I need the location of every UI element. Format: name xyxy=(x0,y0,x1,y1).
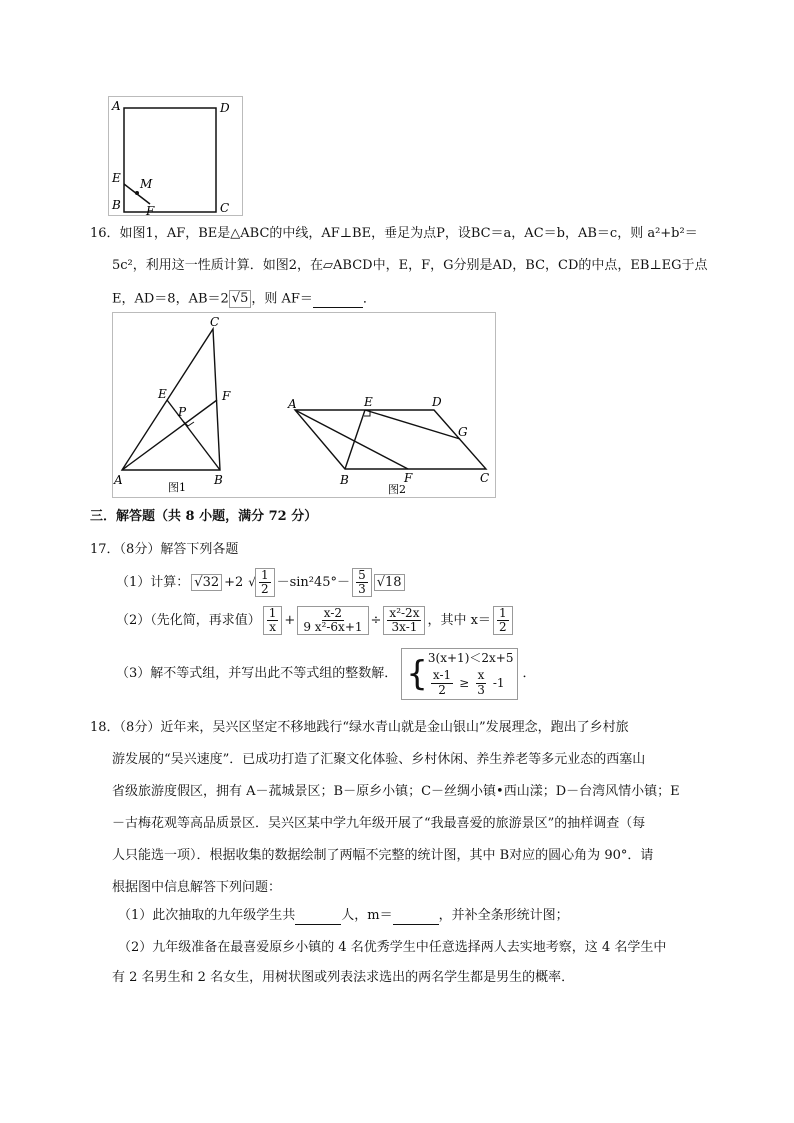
label-m: M xyxy=(140,177,153,191)
label-a: A xyxy=(112,99,121,113)
fig1-label-e: E xyxy=(158,387,167,401)
answer-blank xyxy=(313,291,363,308)
label-d: D xyxy=(220,101,230,115)
fig1-label-f: F xyxy=(222,389,231,403)
figure-2 xyxy=(287,395,489,496)
q17-heading: 17．（8分）解答下列各题 xyxy=(90,542,239,557)
figure-1 xyxy=(113,315,231,494)
section-heading: 三．解答题（共 8 小题，满分 72 分） xyxy=(90,509,318,524)
blank-student-count xyxy=(295,908,341,925)
triangle-parallelogram-figure xyxy=(112,312,496,498)
q18-line3: 省级旅游度假区，拥有 A－菰城景区；B－原乡小镇；C－丝绸小镇•西山漾；D－台湾风情小镇；E xyxy=(112,784,680,799)
q18-line1: 18．（8分）近年来，吴兴区坚定不移地践行“绿水青山就是金山银山”发展理念，跑出了乡村旅 xyxy=(90,720,629,735)
label-b: B xyxy=(112,198,121,212)
q18-part2-line2: 有 2 名男生和 2 名女生，用树状图或列表法求选出的两名学生都是男生的概率． xyxy=(112,970,575,985)
fig1-label-c: C xyxy=(210,315,220,329)
q16-line3: E，AD＝8，AB＝2 √5 ，则 AF＝ ． xyxy=(112,291,376,307)
fig1-label-p: P xyxy=(178,405,187,419)
fig2-caption: 图2 xyxy=(388,483,406,496)
fig2-label-f: F xyxy=(404,471,413,485)
fig2-label-e: E xyxy=(364,395,373,409)
q18-line5: 人只能选一项）．根据收集的数据绘制了两幅不完整的统计图，其中 B对应的圆心角为 90°．请 xyxy=(112,848,654,863)
square-figure xyxy=(108,96,243,216)
fig2-label-d: D xyxy=(432,395,442,409)
sqrt-5: √5 xyxy=(229,290,252,308)
q17-part1: （1）计算： √32 +2 √ $\frac{1}{2}$ －sin²45°－ $\frac{5}{3}$ √18 xyxy=(116,568,405,597)
fig1-label-a: A xyxy=(114,473,123,487)
fig1-label-b: B xyxy=(214,473,223,487)
q18-line6: 根据图中信息解答下列问题： xyxy=(112,880,282,895)
label-c: C xyxy=(220,201,230,215)
fig2-label-b: B xyxy=(340,473,349,487)
q16-line1: 16．如图1，AF，BE是△ABC的中线，AF⊥BE，垂足为点P，设BC＝a，AC＝b，AB＝c，则 a²+b²＝ xyxy=(90,226,698,241)
q18-part2-line1: （2）九年级准备在最喜爱原乡小镇的 4 名优秀学生中任意选择两人去实地考察，这 4 名学生中 xyxy=(118,940,667,955)
q18-part1: （1）此次抽取的九年级学生共 人，m＝ ，并补全条形统计图； xyxy=(118,908,569,923)
q18-line2: 游发展的“吴兴速度”．已成功打造了汇聚文化体验、乡村休闲、养生养老等多元业态的西塞山 xyxy=(112,752,646,767)
fig1-caption: 图1 xyxy=(168,481,186,494)
q18-line4: －古梅花观等高品质景区．吴兴区某中学九年级开展了“我最喜爱的旅游景区”的抽样调查（每 xyxy=(112,816,646,831)
square-abcd xyxy=(124,108,216,212)
fig2-label-c: C xyxy=(480,471,490,485)
label-f: F xyxy=(146,204,155,216)
fig2-label-g: G xyxy=(458,425,468,439)
q16-line2: 5c²，利用这一性质计算．如图2，在▱ABCD中，E，F，G分别是AD，BC，CD的中点，EB⊥EG于点 xyxy=(112,258,708,273)
fig2-label-a: A xyxy=(288,397,297,411)
q17-part3: （3）解不等式组，并写出此不等式组的整数解． { 3(x+1)＜2x+5 $\frac{x-1}{2}$ ≥ $\frac{x}{3}$ -1 ． xyxy=(116,648,536,700)
label-e: E xyxy=(112,171,121,185)
q17-part2: （2）（先化简，再求值） $\frac{1}{x}$ + $\frac{x-2}{\text{9 x²-6x+1}}$ ÷ $\frac{\text{x²-2x}}{3x-1}$ ，其中 x＝ $\frac{1}{2}$ xyxy=(116,606,513,635)
inequality-system: { 3(x+1)＜2x+5 $\frac{x-1}{2}$ ≥ $\frac{x}{3}$ -1 xyxy=(401,648,518,700)
blank-m xyxy=(393,908,439,925)
